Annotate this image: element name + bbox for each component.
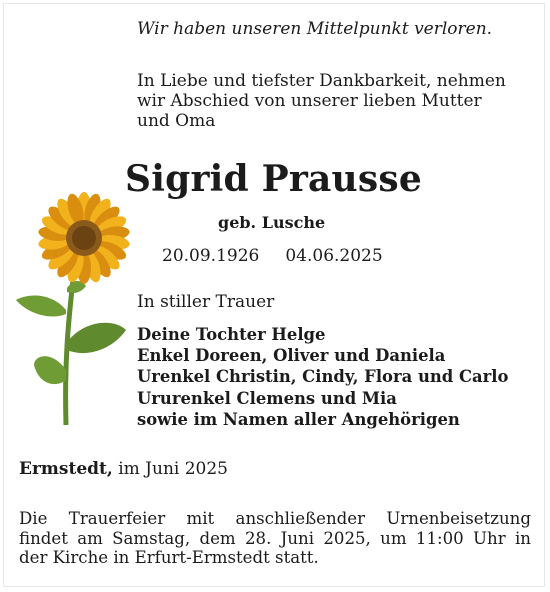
funeral-line: findet am Samstag, dem 28. Juni 2025, um 11:00 Uhr in <box>19 528 531 548</box>
intro-line: wir Abschied von unserer lieben Mutter <box>137 91 482 111</box>
mourning-heading: In stiller Trauer <box>137 292 275 312</box>
intro-line: und Oma <box>137 111 216 131</box>
place: Ermstedt, <box>19 459 113 479</box>
deceased-name: Sigrid Prausse <box>125 158 422 200</box>
mourner-line: Ururenkel Clemens und Mia <box>137 388 397 408</box>
maiden-name: geb. Lusche <box>218 213 326 232</box>
sunflower-icon <box>14 190 134 430</box>
flower-center-inner <box>72 226 96 250</box>
motto: Wir haben unseren Mittelpunkt verloren. <box>137 19 493 39</box>
place-date <box>19 459 228 479</box>
place-date-text: im Juni 2025 <box>118 459 228 479</box>
birth-date: 20.09.1926 <box>162 246 260 266</box>
leaf <box>67 323 126 353</box>
mourner-line: Enkel Doreen, Oliver und Daniela <box>137 346 446 366</box>
mourner-line: Deine Tochter Helge <box>137 325 326 344</box>
funeral-line: der Kirche in Erfurt-Ermstedt statt. <box>19 548 319 567</box>
funeral-info <box>19 509 531 568</box>
intro-line: In Liebe und tiefster Dankbarkeit, nehmen <box>137 71 506 91</box>
death-date: 04.06.2025 <box>285 246 383 266</box>
mourner-line: sowie im Namen aller Angehörigen <box>137 409 460 429</box>
leaf <box>34 356 66 384</box>
intro-text <box>137 71 537 131</box>
leaf <box>16 296 66 317</box>
life-dates <box>162 246 383 266</box>
funeral-line: Die Trauerfeier mit anschließender Urnenbeisetzung <box>19 509 531 528</box>
mourners-list <box>137 324 508 430</box>
mourner-line: Urenkel Christin, Cindy, Flora und Carlo <box>137 367 509 387</box>
